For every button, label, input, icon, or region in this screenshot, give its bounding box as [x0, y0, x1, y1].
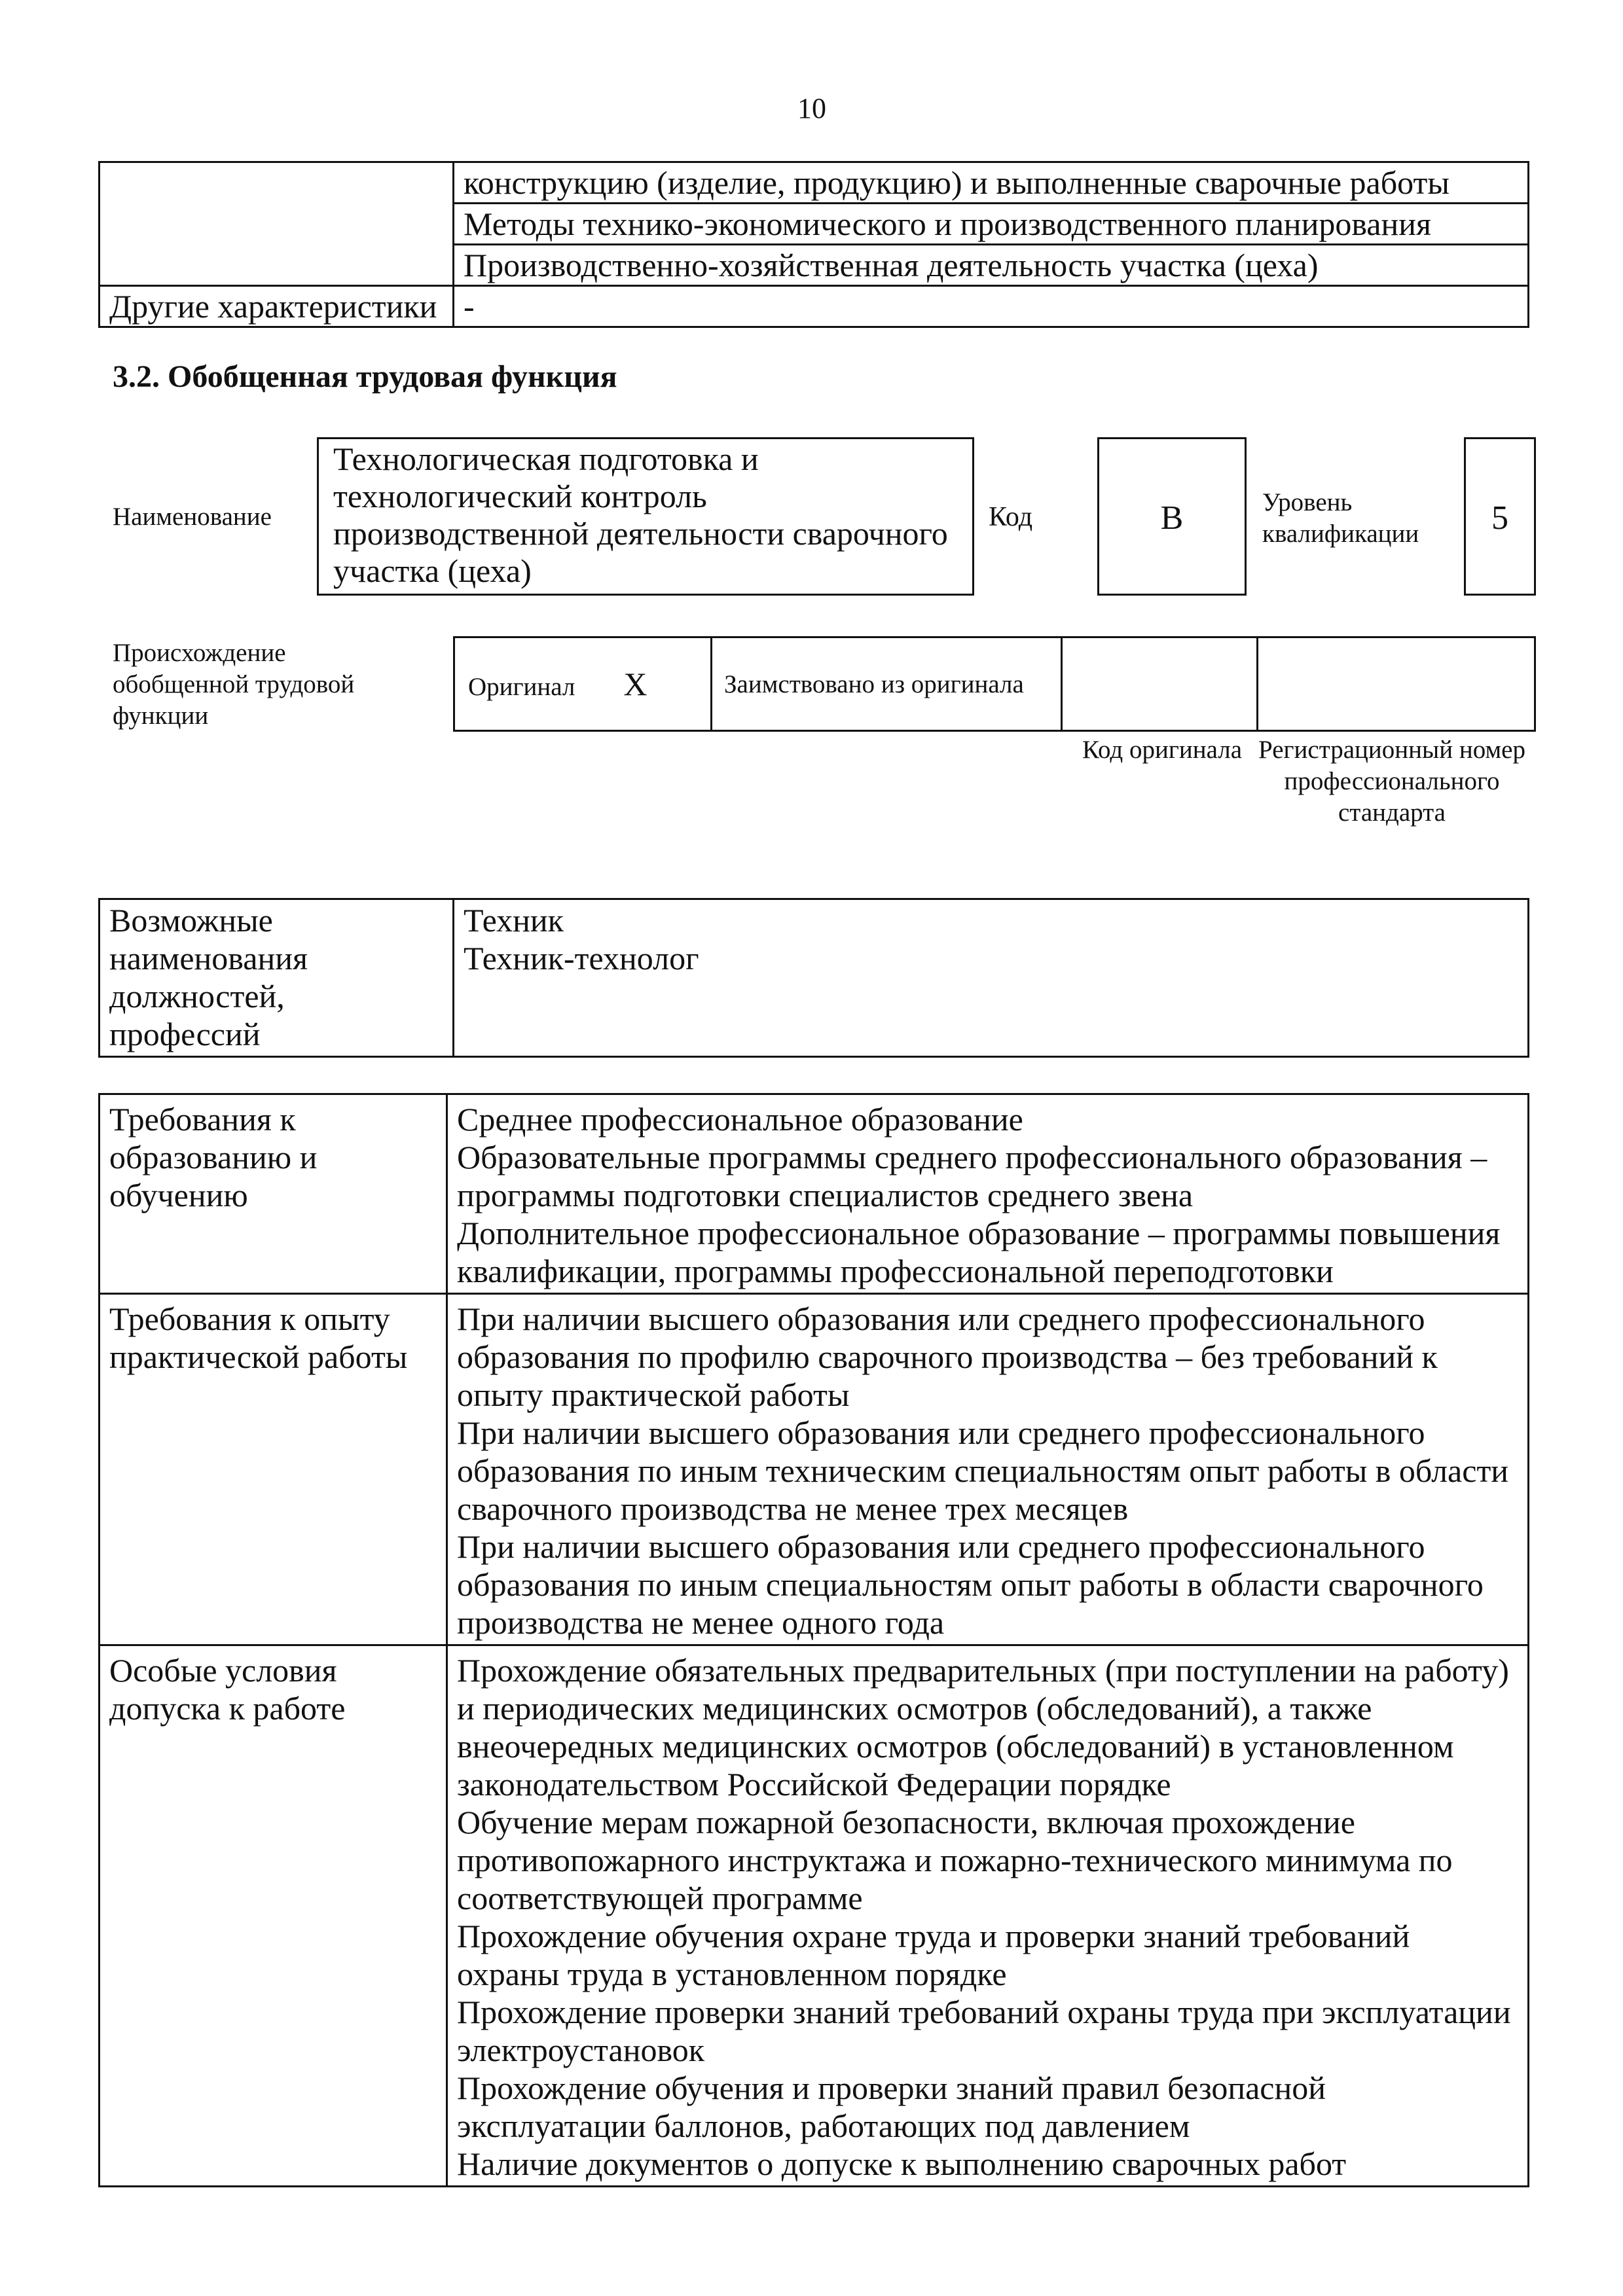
table-row: Методы технико-экономического и производственного планирования — [454, 204, 1529, 245]
admission-values — [447, 1645, 1529, 2187]
list-item: Дополнительное профессиональное образование – программы повышения квалификации, программы профессиональной переподготовки — [457, 1215, 1501, 1289]
list-item: Техник — [464, 902, 564, 939]
list-item: Обучение мерам пожарной безопасности, включая прохождение противопожарного инструктажа и пожарно-технического минимума по соответствующей программе — [457, 1804, 1453, 1916]
origin-label: Происхождение обобщенной трудовой функции — [113, 639, 355, 730]
level-label: Уровень квалификации — [1262, 488, 1419, 548]
code-label: Код — [989, 502, 1033, 532]
registration-number-caption: Регистрационный номер профессионального стандарта — [1258, 736, 1525, 827]
original-label: Оригинал — [468, 673, 575, 701]
level-value-box — [1464, 437, 1536, 596]
list-item: Техник-технолог — [464, 940, 699, 977]
origin-table — [453, 636, 1536, 732]
original-code-caption: Код оригинала — [1082, 736, 1243, 764]
experience-label: Требования к опыту практической работы — [100, 1294, 447, 1645]
empty-label-cell — [100, 162, 454, 286]
list-item: При наличии высшего образования или среднего профессионального образования по иным специальностям опыт работы в области сварочного производства не менее одного года — [457, 1528, 1484, 1641]
page-number: 10 — [797, 92, 826, 124]
list-item: Прохождение проверки знаний требований охраны труда при эксплуатации электроустановок — [457, 1994, 1511, 2068]
table-row: конструкцию (изделие, продукцию) и выполненные сварочные работы — [454, 162, 1529, 204]
name-value: Технологическая подготовка и технологический контроль производственной деятельности сварочного участка (цеха) — [333, 440, 948, 589]
education-values — [447, 1094, 1529, 1294]
name-value-box — [317, 437, 974, 596]
positions-values — [454, 899, 1529, 1057]
education-label: Требования к образованию и обучению — [100, 1094, 447, 1294]
characteristics-table — [98, 161, 1529, 328]
code-value: В — [1160, 499, 1184, 537]
other-characteristics-value: - — [454, 286, 1529, 327]
list-item: Наличие документов о допуске к выполнению сварочных работ — [457, 2145, 1347, 2182]
other-characteristics-label: Другие характеристики — [100, 286, 454, 327]
code-value-box — [1097, 437, 1247, 596]
borrowed-label: Заимствовано из оригинала — [712, 637, 1062, 731]
experience-values — [447, 1294, 1529, 1645]
level-value: 5 — [1491, 499, 1508, 537]
list-item: Прохождение обязательных предварительных (при поступлении на работу) и периодических медицинских осмотров (обследований), а также внеочередных медицинских осмотров (обследований) в установленном законодательством Российской Федерации порядке — [457, 1652, 1509, 1803]
registration-number-cell — [1258, 637, 1535, 731]
name-label: Наименование — [113, 503, 272, 531]
positions-label: Возможные наименования должностей, профессий — [100, 899, 454, 1057]
positions-table — [98, 898, 1529, 1058]
requirements-table — [98, 1093, 1529, 2187]
list-item: Образовательные программы среднего профессионального образования – программы подготовки специалистов среднего звена — [457, 1139, 1487, 1213]
admission-label: Особые условия допуска к работе — [100, 1645, 447, 2187]
section-title: 3.2. Обобщенная трудовая функция — [113, 359, 617, 394]
original-mark: X — [623, 666, 647, 702]
list-item: Прохождение обучения и проверки знаний правил безопасной эксплуатации баллонов, работающих под давлением — [457, 2070, 1326, 2144]
original-code-cell — [1062, 637, 1258, 731]
list-item: Прохождение обучения охране труда и проверки знаний требований охраны труда в установленном порядке — [457, 1918, 1410, 1992]
list-item: Среднее профессиональное образование — [457, 1101, 1023, 1138]
list-item: При наличии высшего образования или среднего профессионального образования по профилю сварочного производства – без требований к опыту практической работы — [457, 1300, 1438, 1413]
list-item: При наличии высшего образования или среднего профессионального образования по иным техническим специальностям опыт работы в области сварочного производства не менее трех месяцев — [457, 1414, 1509, 1527]
original-cell — [454, 637, 712, 731]
table-row: Производственно-хозяйственная деятельность участка (цеха) — [454, 245, 1529, 286]
